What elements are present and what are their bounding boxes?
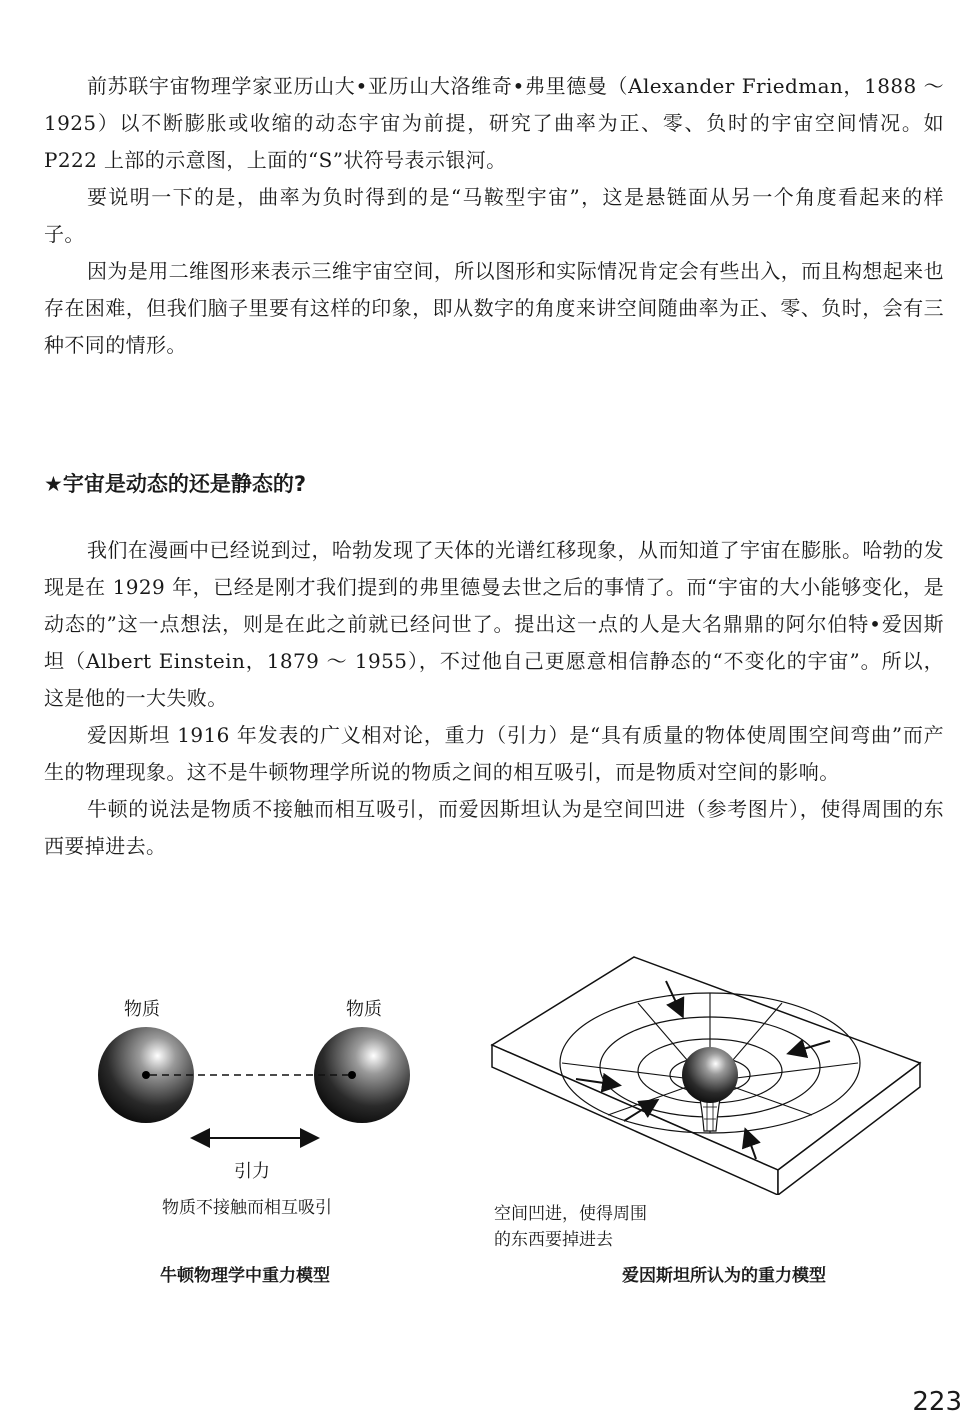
- newton-description: 物质不接触而相互吸引: [162, 1198, 332, 1218]
- einstein-gravity-figure: [488, 955, 958, 1295]
- paragraph: 前苏联宇宙物理学家亚历山大•亚历山大洛维奇•弗里德曼（Alexander Friedman，1888 ～ 1925）以不断膨胀或收缩的动态宇宙为前提，研究了曲率为正、零、负时的宇宙空间情况。如 P222 上部的示意图，上面的“S”状符号表示银河。: [44, 74, 944, 172]
- einstein-description-line1: 空间凹进，使得周围: [494, 1204, 647, 1224]
- gravity-label: 引力: [234, 1161, 270, 1182]
- section-heading: ★宇宙是动态的还是静态的?: [44, 472, 307, 496]
- paragraph: 牛顿的说法是物质不接触而相互吸引，而爱因斯坦认为是空间凹进（参考图片），使得周围的东西要掉进去。: [44, 797, 944, 858]
- matter-label-right: 物质: [346, 999, 382, 1020]
- einstein-description-line2: 的东西要掉进去: [494, 1230, 613, 1250]
- paragraph: 我们在漫画中已经说到过，哈勃发现了天体的光谱红移现象，从而知道了宇宙在膨胀。哈勃的发现是在 1929 年，已经是刚才我们提到的弗里德曼去世之后的事情了。而“宇宙的大小能够变化，是动态的”这一点想法，则是在此之前就已经问世了。提出这一点的人是大名鼎鼎的阿尔伯特•爱因斯坦（Albert Einstein，1879 ～ 1955），不过他自己更愿意相信静态的“不变化的宇宙”。所以，这是他的一大失败。: [44, 538, 944, 710]
- matter-label-left: 物质: [124, 999, 160, 1020]
- section-2: [44, 532, 944, 865]
- newton-caption: 牛顿物理学中重力模型: [160, 1266, 330, 1286]
- page-number: 223: [912, 1387, 962, 1417]
- newton-diagram: [90, 1025, 450, 1215]
- paragraph: 要说明一下的是，曲率为负时得到的是“马鞍型宇宙”，这是悬链面从另一个角度看起来的样子。: [44, 185, 944, 246]
- section-1: [44, 68, 944, 364]
- mass-sphere: [682, 1047, 738, 1103]
- paragraph: 爱因斯坦 1916 年发表的广义相对论，重力（引力）是“具有质量的物体使周围空间弯曲”而产生的物理现象。这不是牛顿物理学所说的物质之间的相互吸引，而是物质对空间的影响。: [44, 723, 944, 784]
- einstein-diagram: [488, 955, 958, 1195]
- einstein-caption: 爱因斯坦所认为的重力模型: [622, 1266, 826, 1286]
- paragraph: 因为是用二维图形来表示三维宇宙空间，所以图形和实际情况肯定会有些出入，而且构想起来也存在困难，但我们脑子里要有这样的印象，即从数字的角度来讲空间随曲率为正、零、负时，会有三种不同的情形。: [44, 259, 944, 357]
- newton-gravity-figure: [90, 985, 450, 1295]
- matter-sphere-right: [314, 1027, 410, 1123]
